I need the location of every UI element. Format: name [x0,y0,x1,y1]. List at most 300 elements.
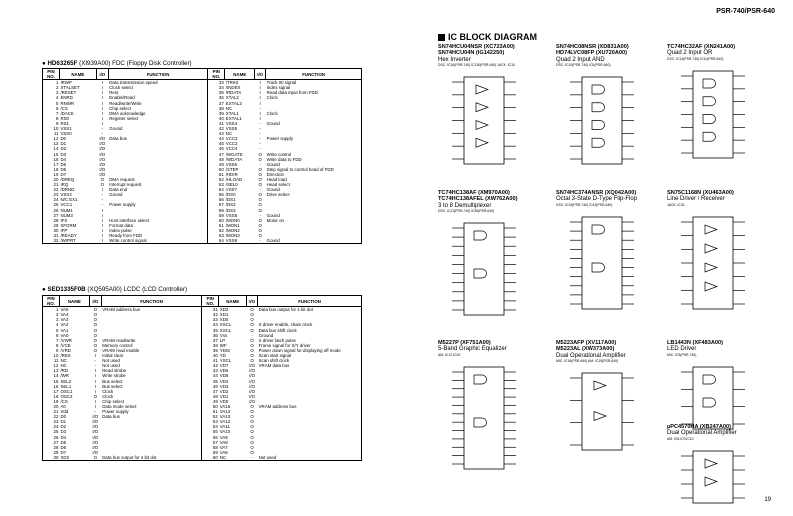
pin-function: Gound [266,212,280,218]
pin-function: Power supply [102,409,129,415]
pin-io: O [258,182,262,188]
pin-function: VRAM address bus [102,307,141,313]
pin-io: I/O [249,373,256,379]
pin-io: O [250,444,254,450]
column-header: NAME [59,69,96,80]
pin-io: O [93,342,97,348]
pin-io: O [250,327,254,333]
pin-io: O [258,166,262,172]
pin-name: /VWR [60,337,72,343]
pin-name: /DS3 [225,207,236,213]
ic-block [556,44,656,168]
pin-number: 60 [202,455,219,461]
pin-io: I/O [92,449,99,455]
ic-part-number: LB1443N (XF483A00) [667,340,723,346]
pin-io: O [250,434,254,440]
pin-number: 12 [53,363,59,369]
column-header: PIN NO. [208,69,225,80]
pin-io: O [100,176,104,182]
pin-name: /WDATA [225,156,243,162]
pin-number: 46 [202,384,219,389]
pin-name: D2 [60,424,67,430]
pin-name: XTALSET [60,85,80,91]
ic-part-number: TC74HC138AFEL (XW762A00) [438,196,518,203]
pin-number: 31 [53,233,59,238]
pin-number: 17 [53,388,59,394]
pin-io: - [259,161,261,167]
column-header: FUNCTION [258,296,362,307]
pin-io: I [94,388,96,394]
pin-number: 45 [202,379,219,384]
pin-number: 5 [55,327,59,333]
pin-io: O [250,358,254,364]
pin-name: VSS5 [225,126,238,132]
pin-io: I/O [92,429,99,435]
pin-number: 20 [53,403,59,409]
pin-function: Direction [266,171,284,177]
pin-name: NC [225,131,233,137]
pin-function: Write control [266,151,292,157]
pin-name: VSS0 [60,131,72,137]
ic-block [556,340,656,454]
pin-io: - [259,136,261,142]
column-header: I/O [247,296,258,307]
pin-number: 38 [208,106,225,111]
pin-name: XTAL2 [225,95,239,101]
pin-function: Read data input from FDD [266,90,318,96]
pin-io: O [250,414,254,420]
pin-io: I [94,353,96,359]
lcdc-section-title [42,286,187,293]
pin-number: 35 [208,90,225,95]
pin-io: O [258,217,262,223]
pin-number: 37 [202,338,219,343]
pin-function: Step signal to control head of FDD [266,166,334,172]
pin-name: /DS1 [225,197,236,203]
pin-io: O [258,222,262,228]
pin-function: Not used [258,454,277,460]
pin-name: D6 [60,444,67,450]
pin-io: O [258,202,262,208]
pin-name: VSS8 [225,212,238,218]
pin-io: - [251,454,253,460]
ic-usage-note: MIC: IC5(PSR-740) [667,352,697,357]
pin-io: I/O [92,434,99,440]
pin-io: I [259,95,261,101]
pin-io: O [250,424,254,430]
pin-io: I [101,105,103,111]
pin-io: O [258,233,262,238]
pin-function: Power down signal for displaying off mode [258,347,341,353]
pin-io: O [250,419,254,425]
pin-name: VD0 [219,398,229,404]
pin-function: Host interface select [109,217,150,223]
pin-name: XSCL [219,322,232,328]
pin-name: /DREQ [60,176,75,182]
pin-name: D5 [60,439,67,445]
pin-number: 40 [202,353,219,358]
pin-name: D0 [60,414,67,420]
pin-io: I [94,383,96,389]
pin-name: VCC4 [225,146,238,152]
pin-io: I/O [249,393,256,399]
ic-block [667,44,767,162]
pin-function: Index pulse [109,227,132,233]
pin-function: Read/write/Write [109,100,142,106]
pin-number: 42 [202,363,219,368]
pin-number: 23 [53,419,59,425]
pin-number: 30 [53,227,59,233]
pin-name: /MON0 [225,217,240,223]
column-header: NAME [225,69,255,80]
pin-name: A0 [60,403,66,409]
pin-function: Clock [266,95,278,101]
pin-io: I/O [99,141,106,147]
pin-name: /CS [60,398,68,404]
pin-number: 51 [202,409,219,414]
pin-io: - [259,212,261,218]
pin-number: 5 [55,100,59,106]
pin-io: I [101,120,103,126]
pin-io: O [93,317,97,323]
ic-block [438,190,538,319]
ic-schematic [438,73,538,168]
pin-number: 42 [208,126,225,131]
pin-number: 8 [55,115,59,121]
pin-io: O [93,347,97,353]
pin-number: 50 [208,167,225,172]
pin-name: VA1 [60,327,69,333]
pin-function: Bus select [102,383,123,389]
pin-function: Chip select [109,105,131,111]
ic-part-number: SN74HC08NSR (XD831A00) [556,44,629,50]
column-header: I/O [96,69,108,80]
pin-function: DMA request [109,176,135,182]
pin-function: X driver latch pulse [258,337,296,343]
pin-function: Register select [109,115,139,121]
pin-name: /RESET [60,90,77,96]
pin-io: I [101,110,103,116]
lcdc-header-row [43,296,362,307]
pin-function: VRAM read enable [102,347,140,353]
pin-number: 29 [53,222,59,228]
pin-number: 49 [208,162,225,167]
pin-number: 11 [53,131,59,137]
pin-number: 49 [202,399,219,404]
column-header: FUNCTION [266,69,362,80]
pin-number: 15 [53,151,59,157]
pin-number: 4 [55,95,59,101]
pin-function: Gound [266,238,280,244]
pin-name: NUM3 [60,212,73,218]
pin-io: I [94,398,96,404]
pin-name: VA9 [219,434,228,440]
pin-number: 48 [202,394,219,399]
pin-name: VSS3 [60,192,72,198]
pin-number: 56 [202,435,219,440]
pin-name: D4 [60,156,67,162]
lcdc-pin-table [42,295,362,461]
pin-number: 11 [53,358,59,364]
pin-name: /MON2 [225,227,240,233]
pin-number: 24 [53,424,59,430]
pin-name: /VRD [60,347,71,353]
pin-io: O [93,393,97,399]
pin-io: O [250,337,254,343]
pin-number: 40 [208,116,225,121]
ic-function: 5-Band Graphic Equalizer [438,346,507,353]
pin-number: 53 [208,182,225,187]
pin-number: 10 [53,126,59,132]
pin-function: Format data [109,222,133,228]
ic-package-body [464,77,504,164]
pin-name: VA8 [219,439,228,445]
pin-name: VSS4 [225,120,238,126]
pin-name: /STEP [225,166,239,172]
pin-io: I [94,368,96,374]
pin-name: VA3 [60,317,69,323]
pin-number: 23 [53,192,59,198]
pin-number: 19 [53,171,59,177]
pin-function: Drive select [266,192,290,198]
pin-function: Data bus output for 4 bit dot [102,454,157,460]
pin-io: O [93,454,97,460]
pin-io: O [250,347,254,353]
pin-number: 47 [208,152,225,157]
pin-number: 41 [202,358,219,363]
pin-name: D7 [60,171,67,177]
pin-io: I [94,373,96,379]
ic-function: Quad 2 Input OR [667,50,713,57]
pin-number: 13 [53,368,59,374]
pin-io: I/O [99,151,106,157]
pin-function: Data mode select [102,403,137,409]
pin-number: 44 [208,136,225,141]
ic-usage-note: AM: IC12,IC20 [438,352,461,357]
pin-name: EXTAL2 [225,100,242,106]
pin-io: - [94,363,97,369]
ic-part-number: M5223AFP (XV117A00) [556,340,617,346]
pin-number: 47 [202,389,219,394]
block-diagram-title [438,32,537,42]
pin-io: I [101,115,103,121]
pin-number: 15 [53,378,59,384]
ic-schematic [667,213,767,313]
pin-io: O [93,312,97,318]
pin-number: 39 [208,111,225,116]
pin-io: - [251,332,253,338]
column-header: PIN NO. [43,69,60,80]
pin-name: IRWP [60,80,72,86]
pin-number: 43 [208,131,225,136]
pin-number: 34 [208,85,225,90]
pin-name: VA14 [219,409,231,415]
pin-number: 61 [208,223,225,228]
pin-name: /RES [60,353,71,359]
pin-io: I [101,100,103,106]
ic-function: Dual Operational Amplifier [667,430,737,437]
pin-function: Gound [266,187,280,193]
pin-number: 14 [53,146,59,152]
pin-name: NC [219,454,227,460]
column-header: PIN NO. [202,296,219,307]
pin-name: VD6 [219,368,229,374]
pin-name: XD1 [219,312,229,318]
pin-io: I [101,238,103,244]
pin-function: Clock [102,393,114,399]
column-header: FUNCTION [108,69,208,80]
ic-schematic [438,363,538,473]
pin-name: /MON3 [225,233,240,238]
pin-io: - [94,409,97,415]
pin-function: Clock select [109,85,133,91]
pin-name: VA0 [60,332,69,338]
pin-number: 12 [53,136,59,142]
pin-io: I/O [249,383,256,389]
pin-function: Initial clear [102,353,124,359]
pin-number: 14 [53,373,59,379]
table-row [43,455,362,461]
ic-function: 3 to 8 Demultiplexer [438,202,492,209]
ic-package-body [693,367,733,429]
pin-number: 8 [55,342,59,348]
pin-function: Interrupt request [109,182,142,188]
pin-io: O [93,322,97,328]
pin-number: 59 [202,450,219,455]
pin-io: I [101,95,103,101]
pin-number: 18 [53,166,59,172]
column-header: NAME [59,296,89,307]
pin-io: I/O [249,378,256,384]
pin-function: Ground [258,332,274,338]
pin-name: XD2 [219,307,229,313]
pin-name: VSS1 [60,126,72,132]
pin-name: /TRK0 [225,80,239,86]
pin-io: O [258,207,262,213]
pin-io: O [100,182,104,188]
page-header-model: PSR-740/PSR-640 [716,8,775,15]
pin-io: I/O [249,368,256,374]
pin-io: - [94,358,97,364]
pin-number: 17 [53,161,59,167]
ic-usage-note: MIC: IC16(PSR-640) AM: IC15(PSR-640) [556,359,619,364]
ic-part-number: TC74HC32AF (XN241A00) [667,44,736,50]
pin-io: - [259,105,261,111]
pin-number: 51 [208,172,225,177]
pin-io: I [101,233,103,238]
pin-io: I/O [249,398,256,404]
pin-name: VA13 [219,414,231,420]
pin-function: Clock [102,388,114,394]
pin-io: - [259,120,261,126]
ic-schematic [667,67,767,162]
pin-io: I [259,85,261,91]
pin-number: 39 [202,348,219,353]
ic-usage-note: JACK: IC31 [667,202,685,207]
pin-function: Data bus output for 4 bit dot [258,307,313,313]
pin-name: Vss [219,332,228,338]
pin-io: I [101,90,103,96]
pin-name: VD7 [219,363,229,369]
pin-name: VCC3 [225,141,238,147]
pin-name: D2 [60,146,67,152]
ic-function: Quad 2 Input AND [556,56,605,63]
pin-number: 4 [55,322,59,328]
pin-name: /MON1 [225,222,240,228]
pin-function: Memory control [102,342,133,348]
ic-usage-note: AM: IC8,IC9,IC10 [667,436,694,441]
pin-name: VCC2 [225,136,238,142]
pin-number: 2 [55,85,59,91]
ic-package-body [582,217,622,309]
pin-number: 9 [55,120,59,126]
ic-usage-note: DSC: IC10(PSR-740) IC5(PSR-640) [556,63,611,68]
pin-io: O [93,327,97,333]
pin-number: 28 [53,444,59,450]
pin-io: I [101,187,103,193]
pin-name: D3 [60,429,67,435]
ic-part-number: HD74LVC08FP (XU720A00) [556,50,627,57]
pin-function: Write strobe [102,373,126,379]
pin-name: /SEL0 [225,182,238,188]
pin-name: VA2 [60,322,69,328]
pin-name: IFS [60,217,68,223]
pin-io: O [258,156,262,162]
pin-number: 55 [208,192,225,197]
fdc-section-title [42,60,192,67]
pin-io: - [259,238,261,244]
pin-name: YDIS [219,347,231,353]
column-header: NAME [219,296,247,307]
pin-number: 22 [53,187,59,193]
pin-function: Chip select [102,398,124,404]
pin-number: 16 [53,156,59,162]
ic-function: Hex Inverter [438,56,471,63]
pin-name: SEL1 [60,383,72,389]
pin-name: /DS2 [225,202,236,208]
pin-function: VRAM address bus [258,403,297,409]
pin-name: VA10 [219,429,231,435]
ic-usage-note: DSC: IC14(PSR-740) IC10(PSR-640) [667,56,724,61]
fdc-part-number: HD63265F [47,60,78,67]
pin-number: 31 [202,307,219,313]
ic-block [667,424,767,507]
pin-function: Read strobe [102,368,127,374]
page-number: 19 [764,497,771,503]
fdc-header-row [43,69,362,80]
ic-part-number: M5227P (XF751A00) [438,340,491,346]
pin-io: I/O [99,171,106,177]
pin-number: 13 [53,141,59,147]
pin-function: Enable/Read [109,95,135,101]
pin-io: I [259,115,261,121]
pin-number: 30 [53,454,59,460]
pin-io: O [250,353,254,359]
ic-part-number: µPC4570HA (XB247A00) [667,424,731,430]
pin-io: O [258,151,262,157]
pin-name: VD1 [219,393,229,399]
pin-name: /HLOAD [225,176,243,182]
pin-number: 35 [202,328,219,333]
pin-function: VRAM data bus [258,363,290,369]
ic-part-number: SN74HCU04N (IG142250) [438,50,505,57]
pin-name: /DRND [60,187,75,193]
pin-number: 60 [208,218,225,223]
pin-name: YSCL [219,358,232,364]
pin-io: I [101,207,103,213]
pin-name: VD5 [219,373,229,379]
pin-name: D7 [60,449,67,455]
